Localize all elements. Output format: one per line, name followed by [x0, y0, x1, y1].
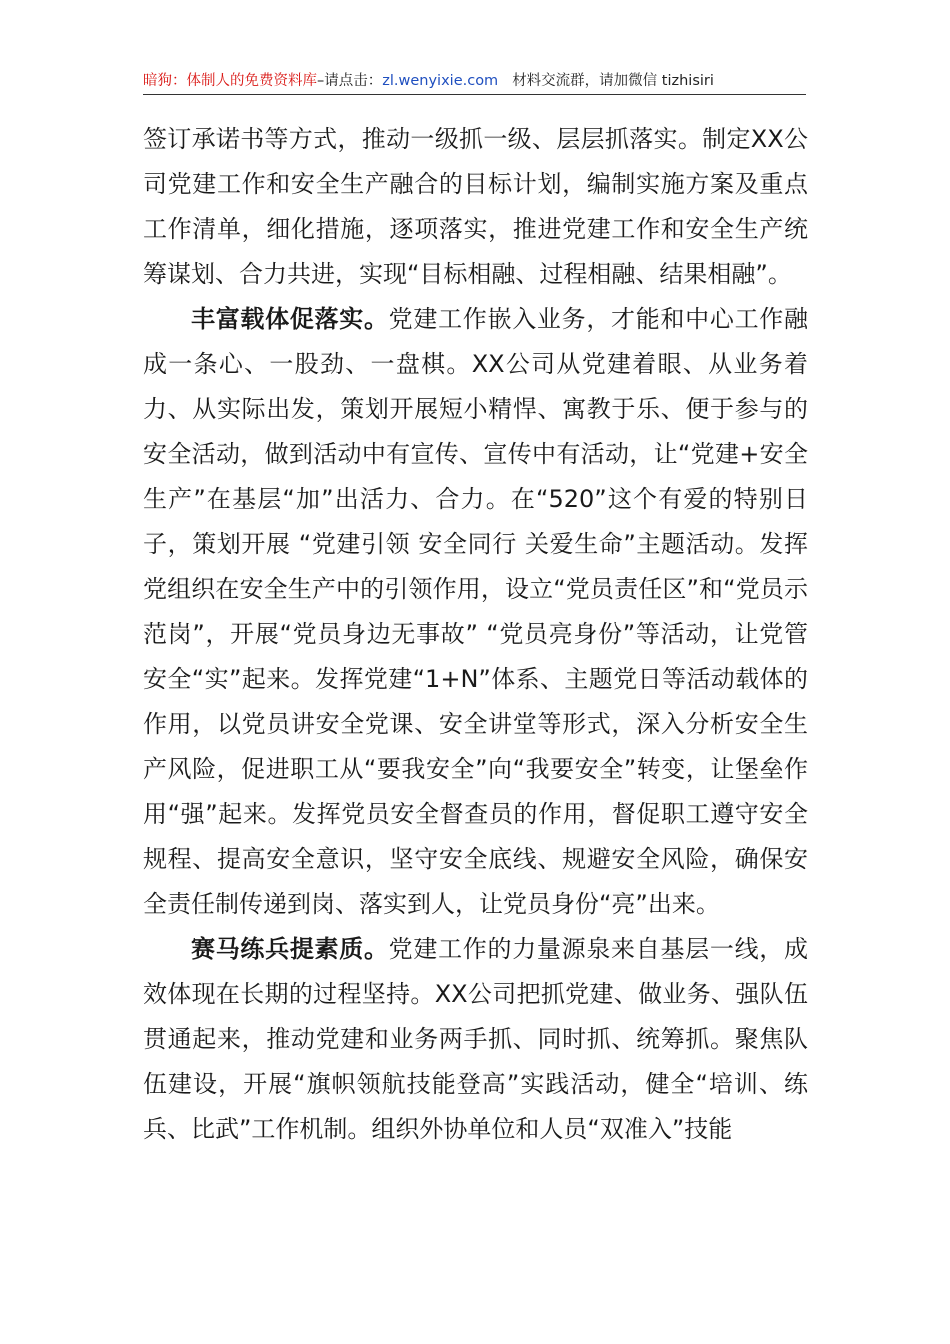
header-note: 材料交流群，请加微信 tizhisiri [512, 73, 714, 89]
paragraph-3-heading: 赛马练兵提素质。 [191, 935, 389, 963]
paragraph-2-heading: 丰富载体促落实。 [191, 305, 389, 333]
header-link[interactable]: zl.wenyixie.com [382, 73, 499, 89]
paragraph-2 [143, 297, 808, 927]
paragraph-1 [143, 117, 808, 297]
header-link-prefix: –请点击： [317, 73, 383, 89]
paragraph-2-text: 党建工作嵌入业务，才能和中心工作融成一条心、一股劲、一盘棋。XX公司从党建着眼、从业务着力、从实际出发，策划开展短小精悍、寓教于乐、便于参与的安全活动，做到活动中有宣传、宣传中有活动，让“党建+安全生产”在基层“加”出活力、合力。在“520”这个有爱的特别日子，策划开展 “党建引领 安全同行 关爱生命”主题活动。发挥党组织在安全生产中的引领作用，设立“党员责任区”和“党员示范岗”，开展“党员身边无事故” “党员亮身份”等活动，让党管安全“实”起来。发挥党建“1+N”体系、主题党日等活动载体的作用，以党员讲安全党课、安全讲堂等形式，深入分析安全生产风险，促进职工从“要我安全”向“我要安全”转变，让堡垒作用“强”起来。发挥党员安全督查员的作用，督促职工遵守安全规程、提高安全意识，坚守安全底线、规避安全风险，确保安全责任制传递到岗、落实到人，让党员身份“亮”出来。 [143, 305, 809, 918]
page-header [143, 68, 806, 95]
paragraph-1-text: 签订承诺书等方式，推动一级抓一级、层层抓落实。制定XX公司党建工作和安全生产融合的目标计划，编制实施方案及重点工作清单，细化措施，逐项落实，推进党建工作和安全生产统筹谋划、合力共进，实现“目标相融、过程相融、结果相融”。 [143, 125, 808, 288]
document-body [143, 117, 808, 1152]
header-brand: 暗狗：体制人的免费资料库 [143, 73, 317, 89]
paragraph-3-text: 党建工作的力量源泉来自基层一线，成效体现在长期的过程坚持。XX公司把抓党建、做业务、强队伍贯通起来，推动党建和业务两手抓、同时抓、统筹抓。聚焦队伍建设，开展“旗帜领航技能登高”实践活动，健全“培训、练兵、比武”工作机制。组织外协单位和人员“双准入”技能 [143, 935, 809, 1143]
paragraph-3 [143, 927, 808, 1152]
